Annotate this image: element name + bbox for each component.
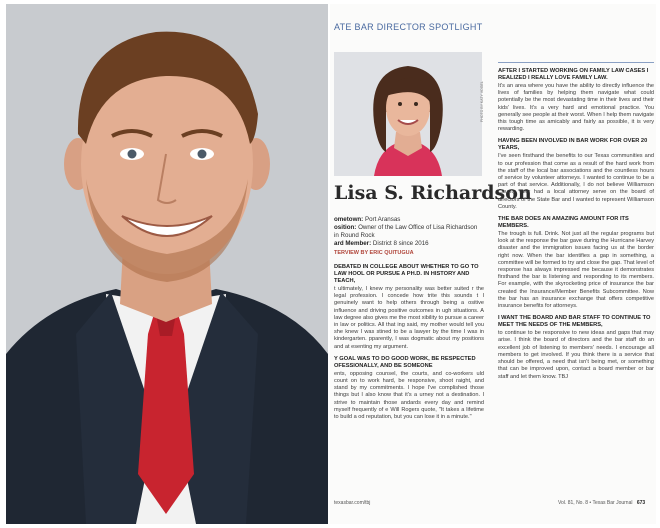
headshot-illustration — [6, 4, 328, 524]
footer-url: texasbar.com/tbj — [334, 500, 371, 506]
footer-issue-text: Vol. 81, No. 8 • Texas Bar Journal — [558, 500, 633, 506]
footer-issue — [558, 500, 645, 506]
name-first: Lisa — [334, 182, 385, 204]
left-heading-1: DEBATED IN COLLEGE ABOUT WHETHER TO GO TO LAW HOOL OR PURSUE A PH.D. IN HISTORY AND TEACH, — [334, 264, 479, 284]
name-last: Richardson — [410, 182, 532, 204]
right-heading-1: AFTER I STARTED WORKING ON FAMILY LAW CASES I REALIZED I REALLY LOVE FAMILY LAW. — [498, 68, 649, 81]
magazine-page — [330, 4, 656, 524]
section-header: ATE BAR DIRECTOR SPOTLIGHT — [334, 22, 483, 32]
right-body-4: to continue to be responsive to new ideas and gaps that may arise. I think the board of directors and the bar staff do an excellent job of listening to members' needs. I encourage all members to get involved. If you think there is a service that should be offered, a need that isn't being met, or something that can be improved upon, contact a board member or bar staff and let them know. TBJ — [498, 330, 654, 380]
right-body-2: I've seen firsthand the benefits to our Texas communities and to our profession that come as a result of the hard work from the staff of the local bar associations and the countless hours of service by volunteer attorneys. I wanted to continue to be a part of that service. Additionally, I do not believe Williamson County ever had a local attorney serve on the board of directors of the State Bar and I wanted to represent Williamson County. — [498, 153, 654, 210]
portrait-illustration — [334, 52, 482, 176]
left-column — [334, 264, 484, 426]
position-label: osition: — [334, 224, 357, 231]
hometown-value: Port Aransas — [364, 216, 401, 223]
photo-credit: PHOTO BY KATY VOGEL — [480, 81, 484, 122]
hometown-line — [334, 216, 482, 224]
column-rule — [498, 62, 654, 63]
board-value: District 8 since 2016 — [372, 240, 429, 247]
right-heading-2: HAVING BEEN INVOLVED IN BAR WORK FOR OVER 20 YEARS, — [498, 138, 648, 152]
portrait-photo — [334, 52, 482, 176]
right-heading-3: THE BAR DOES AN AMAZING AMOUNT FOR ITS MEMBERS. — [498, 216, 629, 230]
board-line — [334, 240, 482, 248]
byline: TERVIEW BY ERIC QUITUGUA — [334, 250, 414, 256]
left-heading-2: Y GOAL WAS TO DO GOOD WORK, BE RESPECTED OFESSIONALLY, AND BE SOMEONE — [334, 355, 476, 369]
name-initial: S. — [384, 182, 404, 204]
position-line — [334, 224, 482, 240]
position-value: Owner of the Law Office of Lisa Richardson in Round Rock — [334, 224, 478, 239]
left-body-1: t ultimately, I knew my personality was better suited r the legal profession. I concede how trite this sounds t I genuinely want to help others through being a ositive influence and driving positive outcomes in ugh situations. A law degree also gives me the most xibility to pursue a career in law or politics. All that ing said, my mother would tell you she knew I was stined to be a lawyer by the time I was in kindergarten. pparently, I was dogmatic about my positions and at esenting my argument. — [334, 286, 484, 350]
right-body-3: The trough is full. Drink. Not just all the regular programs but look at the response the bar gave during the Hurricane Harvey disaster and the immigration issues facing us at the border right now. When the bar identifies a gap in something, a committee will be formed to try and close the gap. That level of response has always impressed me because it demonstrates firsthand the bar is listening and responding to its members. For example, with the skyrocketing price of insurance the bar created the Insurance/Member Benefits Subcommittee. Now the bar has an insurance exchange that offers competitive insurance benefits for attorneys. — [498, 231, 654, 310]
profile-meta — [334, 216, 482, 257]
right-body-1: It's an area where you have the ability to directly influence the lives of families by helping them navigate what could potentially be the most devastating time in their lives and their kids' lives. It's a very hard and emotional practice. You generally see people at their worst. When I help them navigate this tough time as amicably and fairly as possible, it is very rewarding. — [498, 83, 654, 133]
right-heading-4: I WANT THE BOARD AND BAR STAFF TO CONTINUE TO MEET THE NEEDS OF THE MEMBERS, — [498, 315, 651, 329]
hometown-label: ometown: — [334, 216, 364, 223]
right-column — [498, 68, 654, 386]
headshot-photo — [6, 4, 328, 524]
left-body-2: ents, opposing counsel, the courts, and co-workers uld count on to work hard, be responsive, shoot raight, and stand by my commitments. I hope I've complished those things but I also know that it's a urney not a destination. I strive to maintain those andards every day and remind myself frequently of e Will Rogers quote, "It takes a lifetime to build a od reputation, but you can lose it in a minute." — [334, 370, 484, 421]
board-label: ard Member: — [334, 240, 372, 247]
page-number: 673 — [636, 500, 646, 506]
